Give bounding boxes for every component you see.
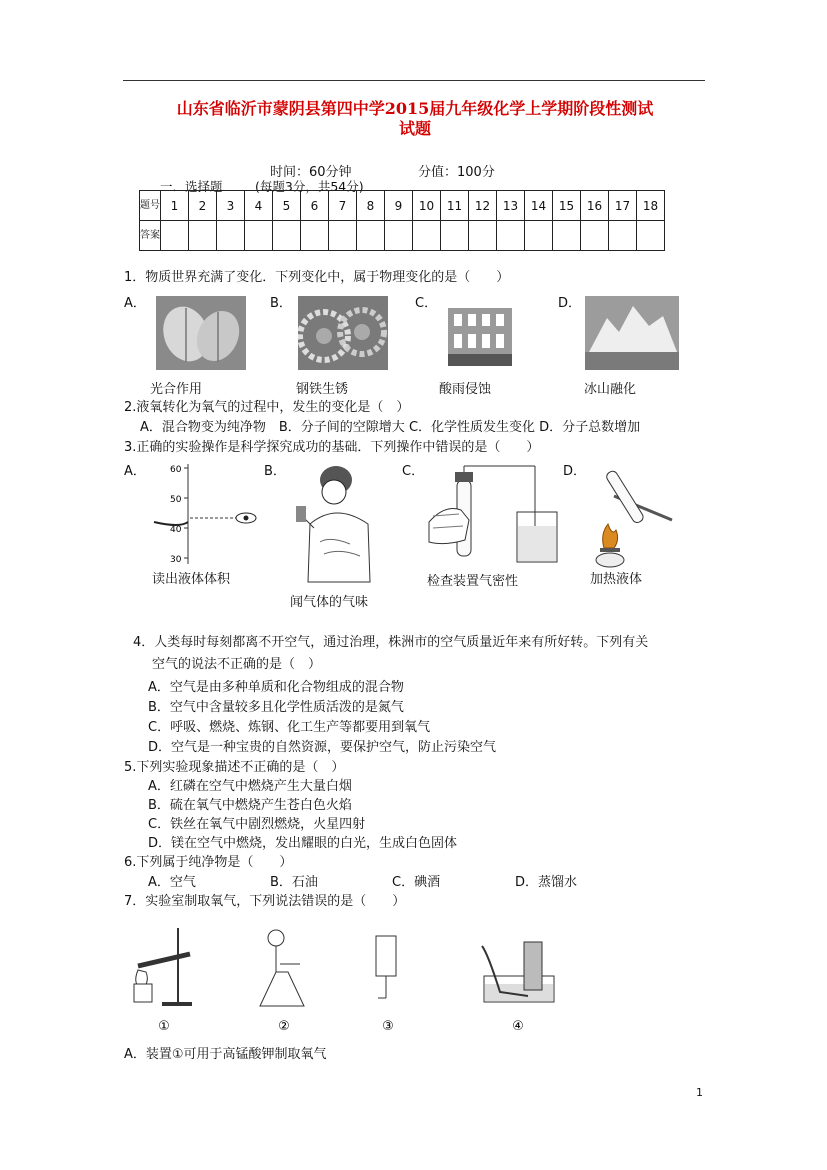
row-header-number: 题号 — [140, 191, 161, 221]
q6-option-d: D．蒸馏水 — [515, 875, 578, 890]
graduated-cylinder-reading-figure — [150, 462, 262, 566]
q5-option-d: D．镁在空气中燃烧，发出耀眼的白光，生成白色固体 — [148, 836, 458, 851]
photosynthesis-image — [156, 296, 246, 370]
q1-label-c: C． — [415, 296, 438, 311]
answer-cell[interactable] — [553, 221, 581, 251]
answer-cell[interactable] — [525, 221, 553, 251]
header-rule — [123, 80, 705, 81]
answer-cell[interactable] — [245, 221, 273, 251]
scale-label: 40 — [170, 525, 182, 535]
q4-stem-line1: 4．人类每时每刻都离不开空气，通过治理，株洲市的空气质量近年来有所好转。下列有关 — [133, 635, 649, 650]
question-number: 15 — [553, 191, 581, 221]
answer-cell[interactable] — [609, 221, 637, 251]
table-row — [140, 191, 665, 221]
answer-cell[interactable] — [273, 221, 301, 251]
total-score: 分值：100分 — [418, 165, 495, 180]
answer-cell[interactable] — [413, 221, 441, 251]
apparatus-mark: ② — [278, 1019, 290, 1034]
question-number: 1 — [161, 191, 189, 221]
q6-option-b: B．石油 — [270, 875, 318, 890]
section-heading: 一．选择题 — [160, 179, 223, 194]
answer-cell[interactable] — [497, 221, 525, 251]
question-number: 6 — [301, 191, 329, 221]
question-number: 5 — [273, 191, 301, 221]
row-header-answer: 答案 — [140, 221, 161, 251]
q4-option-a: A．空气是由多种单质和化合物组成的混合物 — [148, 680, 404, 695]
q3-label-c: C． — [402, 464, 425, 479]
q5-option-b: B．硫在氧气中燃烧产生苍白色火焰 — [148, 798, 352, 813]
q2-options: A．混合物变为纯净物 B．分子间的空隙增大 C．化学性质发生变化 D．分子总数增加 — [140, 420, 641, 435]
title-line-2: 试题 — [398, 119, 431, 138]
q5-option-a: A．红磷在空气中燃烧产生大量白烟 — [148, 779, 352, 794]
q3-label-d: D． — [563, 464, 587, 479]
answer-cell[interactable] — [441, 221, 469, 251]
apparatus-mark: ③ — [382, 1019, 394, 1034]
q1-label-d: D． — [558, 296, 582, 311]
scale-label: 30 — [170, 555, 182, 565]
section-note: (每题3分，共54分) — [255, 179, 364, 194]
answer-table — [139, 190, 665, 251]
question-number: 12 — [469, 191, 497, 221]
q1-caption-c: 酸雨侵蚀 — [439, 382, 492, 397]
question-number: 8 — [357, 191, 385, 221]
answer-cell[interactable] — [301, 221, 329, 251]
q6-stem: 6.下列属于纯净物是（ ） — [124, 855, 293, 870]
q1-caption-a: 光合作用 — [150, 382, 203, 397]
q4-option-c: C．呼吸、燃烧、炼钢、化工生产等都要用到氧气 — [148, 720, 431, 735]
question-number: 16 — [581, 191, 609, 221]
q4-option-d: D．空气是一种宝贵的自然资源，要保护空气，防止污染空气 — [148, 740, 497, 755]
q1-caption-d: 冰山融化 — [584, 382, 637, 397]
question-number: 11 — [441, 191, 469, 221]
question-number: 13 — [497, 191, 525, 221]
apparatus-3-figure — [366, 926, 416, 1036]
q1-caption-b: 钢铁生锈 — [296, 382, 349, 397]
answer-cell[interactable] — [329, 221, 357, 251]
question-number: 17 — [609, 191, 637, 221]
scale-label: 50 — [170, 495, 182, 505]
time-limit: 时间：60分钟 — [270, 165, 352, 180]
title-line-1: 山东省临沂市蒙阴县第四中学2015届九年级化学上学期阶段性测试 — [176, 99, 654, 118]
answer-cell[interactable] — [581, 221, 609, 251]
q7-option-a: A．装置①可用于高锰酸钾制取氧气 — [124, 1047, 327, 1062]
q3-caption-b: 闻气体的气味 — [290, 595, 369, 610]
q1-label-b: B． — [270, 296, 292, 311]
apparatus-4-figure — [478, 926, 560, 1036]
q3-caption-c: 检查装置气密性 — [427, 574, 519, 589]
q4-option-b: B．空气中含量较多且化学性质活泼的是氮气 — [148, 700, 404, 715]
apparatus-2-figure — [256, 926, 316, 1036]
question-number: 3 — [217, 191, 245, 221]
question-number: 2 — [189, 191, 217, 221]
table-row — [140, 221, 665, 251]
q3-caption-a: 读出液体体积 — [152, 572, 231, 587]
answer-cell[interactable] — [469, 221, 497, 251]
question-number: 14 — [525, 191, 553, 221]
apparatus-mark: ④ — [512, 1019, 524, 1034]
q7-stem: 7．实验室制取氧气，下列说法错误的是（ ） — [124, 894, 406, 909]
question-number: 4 — [245, 191, 273, 221]
answer-cell[interactable] — [357, 221, 385, 251]
q4-stem-line2: 空气的说法不正确的是（ ） — [152, 657, 322, 672]
q2-stem: 2.液氧转化为氧气的过程中，发生的变化是（ ） — [124, 400, 410, 415]
question-number: 18 — [637, 191, 665, 221]
rusted-gears-image — [298, 296, 388, 370]
heating-liquid-figure — [590, 464, 690, 568]
apparatus-1-figure — [128, 926, 200, 1036]
apparatus-mark: ① — [158, 1019, 170, 1034]
question-number: 9 — [385, 191, 413, 221]
acid-rain-building-image — [440, 296, 520, 372]
question-number: 10 — [413, 191, 441, 221]
page-title — [110, 99, 720, 139]
answer-cell[interactable] — [637, 221, 665, 251]
answer-cell[interactable] — [189, 221, 217, 251]
scale-label: 60 — [170, 465, 182, 475]
q6-option-c: C．碘酒 — [392, 875, 441, 890]
question-number: 7 — [329, 191, 357, 221]
person-smelling-gas-figure — [290, 462, 382, 586]
q5-option-c: C．铁丝在氧气中剧烈燃烧，火星四射 — [148, 817, 366, 832]
airtightness-check-figure — [425, 464, 565, 568]
answer-cell[interactable] — [161, 221, 189, 251]
q6-option-a: A．空气 — [148, 875, 196, 890]
q3-stem: 3.正确的实验操作是科学探究成功的基础．下列操作中错误的是（ ） — [124, 440, 540, 455]
answer-cell[interactable] — [217, 221, 245, 251]
q1-label-a: A． — [124, 296, 146, 311]
q3-caption-d: 加热液体 — [590, 572, 643, 587]
q3-label-a: A． — [124, 464, 146, 479]
q3-label-b: B． — [264, 464, 286, 479]
q1-stem: 1．物质世界充满了变化．下列变化中，属于物理变化的是（ ） — [124, 270, 510, 285]
page-number: 1 — [696, 1086, 703, 1099]
iceberg-image — [585, 296, 679, 370]
q5-stem: 5.下列实验现象描述不正确的是（ ） — [124, 760, 345, 775]
answer-cell[interactable] — [385, 221, 413, 251]
